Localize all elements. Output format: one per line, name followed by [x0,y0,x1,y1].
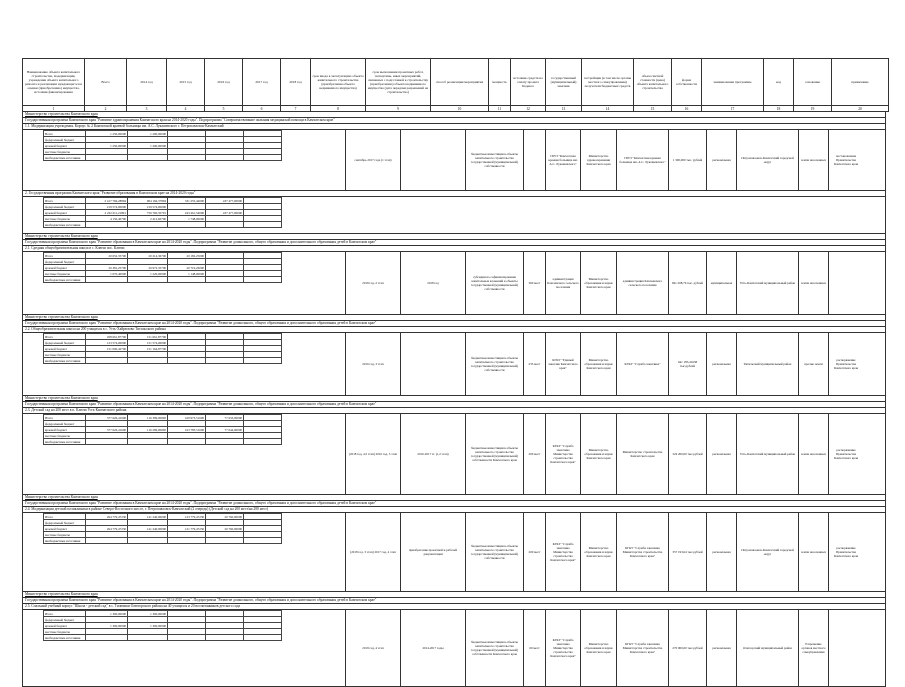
table-section [22,112,886,191]
detail-cell: (2018 год, 4,5 этап) 2016 год, 3 этап [345,414,400,494]
funding-cell: краевой бюджет [44,623,86,629]
detail-cell: Олюторский муниципальный район [736,610,798,686]
detail-cell: КГКУ "Служба заказчика Министерства строительства Камчатского края" [545,414,580,494]
detail-cell: региональная [706,333,736,395]
funding-cell: 1 200,00000 [128,131,168,137]
column-header: 2018 год [281,59,311,106]
funding-cell [128,538,168,544]
funding-cell: федеральный бюджет [44,137,86,143]
funding-cell [128,277,168,283]
detail-cell [400,130,465,190]
funding-cell: Итого [44,415,86,421]
column-header: основание [794,59,832,106]
funding-cell: федеральный бюджет [44,520,86,526]
funding-cell: 77 633,00000 [206,415,244,421]
funding-cell: 20 972,35700 [128,265,168,271]
column-header: способ реализации мероприятия [431,59,489,106]
detail-cell: 2014-2017 годы [400,610,465,686]
funding-cell [128,222,168,228]
section-item: 2.2. Общеобразовательная школа на 200 учащихся в с. Усть-Хайрюзово Тигильского района [23,327,885,333]
detail-cell: 357 193,64 тыс.рублей [668,513,706,591]
section-program: Государственная программа Камчатского края "Развитие здравоохранения Камчатского края на 2014-2020 годы". Подпрограмма "Совершенствование оказания медицинской помощи в Камчатском крае" [23,118,885,124]
funding-row [44,358,282,364]
funding-cell: местные бюджеты [44,149,86,155]
funding-cell: Итого [44,334,86,340]
column-number: 12 [511,106,546,112]
funding-cell [128,358,168,364]
funding-cell: 20 214,36700 [128,253,168,259]
funding-cell [168,277,206,283]
detail-cell [400,333,465,395]
detail-cell: 235 мест [523,333,545,395]
column-header: объем сметной стоимости (цена) объекта капитального строительства [634,59,672,106]
funding-cell [168,358,206,364]
detail-cell: субсидии на софинансирование капитальных вложений в объекты государственной (муниципальной) собственности [465,252,523,314]
funding-cell: 20 652,35700 [86,253,128,259]
funding-cell: федеральный бюджет [44,204,86,210]
funding-cell: 243 461,54000 [168,210,206,216]
funding-cell: 151 164,87700 [128,346,168,352]
detail-cell: КГКУ "Служба заказчика Министерства строительства Камчатского края" [545,610,580,686]
funding-cell: 151 000,42700 [86,346,128,352]
detail-cell: 360 мест [523,252,545,314]
funding-cell: краевой бюджет [44,210,86,216]
column-number: 3 [127,106,167,112]
funding-cell: 2 417 766,28894 [86,198,128,204]
section-item: 1.1. Модернизация учреждения. Корпус № 2 Камчатской краевой больницы им. А.С. Лукашевского г. Петропавловск-Камчатский [23,124,885,130]
funding-cell: местные бюджеты [44,216,86,222]
detail-cell: 2016 год, 3 этап [345,333,400,395]
detail-cell: 1 300,000 тыс. рублей [668,130,706,190]
detail-cell [828,252,863,314]
detail-cell: земли населенных [798,252,828,314]
section-ministry: Министерство строительства Камчатского края [23,315,885,321]
section-program: Государственная программа Камчатского края "Развитие образования в Камчатском крае на 2014-2020 годы". Подпрограмма "Развитие дошкольного, общего образования и дополнительного образования детей в Камчатском крае" [23,321,885,327]
column-number: 16 [672,106,702,112]
funding-row [44,538,282,544]
funding-cell: Всего [44,131,86,137]
table-section [22,315,886,396]
funding-cell: 904 166,37894 [128,198,168,204]
funding-table [43,197,282,228]
detail-cell: Министерство образования и науки Камчатского края [580,414,616,494]
detail-cell: земли населенных [798,130,828,190]
section-ministry: Министерство строительства Камчатского края [23,112,885,118]
funding-cell: внебюджетные источники [44,538,86,544]
column-number: 9 [366,106,431,112]
funding-cell [168,439,206,445]
funding-cell: Итого [44,611,86,617]
table-section [22,191,886,234]
funding-cell: 1 250,00000 [86,131,128,137]
funding-cell: местные бюджеты [44,532,86,538]
detail-cell: прочие земли [798,333,828,395]
funding-cell [86,358,128,364]
funding-cell: 331 255,44000 [168,198,206,204]
funding-cell: 20 760,00000 [206,526,244,532]
funding-cell: 141 240,00000 [128,526,168,532]
detail-cell: земли населенных [798,414,828,494]
funding-cell: местные бюджеты [44,629,86,635]
document-page [22,58,884,687]
funding-row [44,439,282,445]
funding-cell [244,439,282,445]
funding-cell [168,155,206,161]
detail-cell: 691 208,76 тыс. рублей [668,252,706,314]
funding-cell: 141 240,00000 [128,514,168,520]
detail-cell: КГКУ "Служба заказчика" [616,333,668,395]
funding-cell: 151 574,00000 [128,340,168,346]
funding-cell: 1 220,00000 [128,271,168,277]
column-number: 1 [23,106,85,112]
funding-cell: федеральный бюджет [44,259,86,265]
funding-cell [206,155,244,161]
funding-cell: Итого [44,514,86,520]
column-number: 17 [702,106,764,112]
column-number: 13 [546,106,582,112]
funding-table [43,513,282,544]
column-number: 4 [167,106,205,112]
section-program: Государственная программа Камчатского края "Развитие образования в Камчатском крае на 2014-2020 годы". Подпрограмма "Развитие дошкольного, общего образования и дополнительного образования детей в Камчатском крае" [23,402,885,408]
funding-cell: Итого [44,198,86,204]
funding-cell [206,277,244,283]
funding-cell [244,222,282,228]
funding-cell: внебюджетные источники [44,222,86,228]
detail-cell: Министерство образования и науки Камчатского края [580,333,616,395]
funding-cell: внебюджетные источники [44,358,86,364]
funding-cell: 1 200,00000 [128,143,168,149]
column-number: 18 [764,106,794,112]
table-row [23,130,885,191]
section-ministry: Министерство строительства Камчатского края [23,396,885,402]
funding-cell: краевой бюджет [44,143,86,149]
funding-cell: 2 412,60700 [128,216,168,222]
column-number: 7 [281,106,311,112]
funding-cell: 437 477,00000 [206,210,244,216]
column-header: Наименование объекта капитального строительства, модернизации, учреждения объекта капитального ремонта и реализации нуждающегося в оценки (приобретению) имущества, источник финансирования [23,59,85,106]
funding-cell [86,222,128,228]
detail-cell: региональная [706,130,736,190]
funding-cell: 116 299,00000 [128,427,168,433]
funding-cell [244,155,282,161]
detail-cell: Министерство строительства Камчатского края [616,414,668,494]
funding-cell: 20 719,26000 [168,265,206,271]
detail-cell: ГБУЗ "Камчатская краевая больница им. А.С. Лукашевского" [545,130,580,190]
funding-cell: местные бюджеты [44,271,86,277]
column-header: наименование программы [702,59,764,106]
funding-cell: 268 661,87700 [86,334,128,340]
funding-cell: 1 148,00000 [168,271,206,277]
funding-cell: 264 779,47230 [86,514,128,520]
funding-cell: 1 250,00000 [86,143,128,149]
detail-cell: Усть-Камчатский муниципальный район [736,252,798,314]
detail-cell: КГКУ "Служба заказчика Министерства строительства Камчатского края" [545,513,580,591]
funding-table [43,130,282,161]
detail-cell: земли населенных [798,513,828,591]
funding-cell: 20 381,25700 [86,265,128,271]
funding-cell: 377 626,41600 [86,415,128,421]
funding-cell: 20 182,25000 [168,253,206,259]
funding-cell [168,222,206,228]
detail-cell: КГКУ "Единый заказчик Камчатского края" [545,333,580,395]
funding-cell: 4 150,40700 [86,216,128,222]
funding-cell: 264 779,47230 [86,526,128,532]
column-header: 2016 год [205,59,243,106]
detail-cell: региональная [706,414,736,494]
funding-cell [128,155,168,161]
detail-cell: 60 мест [523,610,545,686]
funding-cell [206,358,244,364]
section-program: Государственная программа Камчатского края "Развитие образования в Камчатском крае на 2014-2020 годы". Подпрограмма "Развитие дошкольного, общего образования и дополнительного образования детей в Камчатском крае" [23,598,885,604]
funding-cell: краевой бюджет [44,427,86,433]
detail-cell: Министерство образования и науки Камчатского края [580,513,616,591]
detail-cell: Министерство образования и науки Камчатского края [580,610,616,686]
table-row [23,197,885,234]
funding-table [43,252,282,283]
column-number: 5 [205,106,243,112]
section-item: 2.5. Спальный учебный корпус "Школа - детский сад" в с. Тиличики Олюторского района на 40 учащихся и 20 воспитанников детского сада [23,604,885,610]
detail-cell: Тигильский муниципальный район [736,333,798,395]
detail-cell: 270 000,00 тыс.рублей [668,610,706,686]
detail-cell: региональная [706,513,736,591]
funding-cell: краевой бюджет [44,526,86,532]
detail-cell [523,130,545,190]
funding-cell [244,538,282,544]
detail-cell: ГБУЗ "Камчатская краевая больница им. А.С. Лукашевского" [616,130,668,190]
column-header: 2014 год [127,59,167,106]
column-header: срок ввода в эксплуатацию объекта капитального строительства (приобретения объекта недвижимого имущества) [311,59,366,106]
column-header: Всего [85,59,127,106]
detail-cell: 2018 год, 2 этап [345,252,400,314]
funding-cell: 20 760,00000 [206,514,244,520]
table-section [22,495,886,592]
detail-cell: бюджетные инвестиции в объекты капитального строительства государственной (муниципальной) собственности Камчатского края [465,414,523,494]
table-row [23,513,885,592]
table-row [23,610,885,687]
column-number: 2 [85,106,127,112]
funding-cell: внебюджетные источники [44,277,86,283]
funding-cell: Итого [44,253,86,259]
funding-cell [86,277,128,283]
column-number: 6 [243,106,281,112]
funding-cell: внебюджетные источники [44,439,86,445]
funding-cell [86,439,128,445]
detail-cell: КГКУ "Служба заказчика Министерства строительства Камчатского края" [616,610,668,686]
detail-cell: КГКУ "Служба заказчика Министерства строительства Камчатского края" [616,513,668,591]
funding-cell: местные бюджеты [44,433,86,439]
detail-cell: распоряжение Правительства Камчатского края [828,414,863,494]
section-program: Государственная программа Камчатского края "Развитие образования в Камчатском крае на 2014-2020 годы". Подпрограмма "Развитие дошкольного, общего образования и дополнительного образования детей в Камчатском крае" [23,240,885,246]
detail-cell [828,610,863,686]
detail-cell: сентябрь 2017 года (1 этап) [345,130,400,190]
section-ministry: Министерство строительства Камчатского края [23,495,885,501]
detail-cell: администрация Ключевского сельского поселения [616,252,668,314]
funding-cell: федеральный бюджет [44,340,86,346]
funding-cell: 2 222 011,21891 [86,210,128,216]
column-number: 14 [582,106,634,112]
detail-cell: 2016-2017 гг. (1,2 этап) [400,414,465,494]
column-number: 20 [832,106,889,112]
funding-cell: 1 300,00000 [86,611,128,617]
column-header: 2015 год [167,59,205,106]
detail-cell: 200 мест [523,414,545,494]
funding-cell: внебюджетные источники [44,635,86,641]
detail-cell: бюджетные инвестиции в объекты капитального строительства государственной (муниципальной) собственности Камчатского края [465,610,523,686]
detail-cell: 2018 год [400,252,465,314]
funding-table [43,610,282,641]
detail-cell: 641 183,41638 тыс.рублей [668,333,706,395]
funding-cell: 151 661,87700 [128,334,168,340]
section-program: 2. Государственная программа Камчатского края "Развитие образования в Камчатском крае на 2014-2020 годы" [23,191,885,197]
funding-cell [168,538,206,544]
column-number: 19 [794,106,832,112]
detail-cell: 324 200,00 тыс.рублей [668,414,706,494]
column-header: код [764,59,794,106]
funding-cell: 1 300,00000 [128,611,168,617]
detail-cell: Петропавловск-Камчатский городской округ [736,130,798,190]
column-number: 15 [634,106,672,112]
funding-cell [86,538,128,544]
funding-cell [86,155,128,161]
detail-cell: 200 мест [523,513,545,591]
section-ministry: Министерство строительства Камчатского края [23,234,885,240]
column-header: форма собственности [672,59,702,106]
funding-cell: краевой бюджет [44,346,86,352]
funding-cell: 169 973,51600 [168,415,206,421]
funding-cell: 219 574,00000 [86,204,128,210]
funding-cell: 123 779,47230 [168,514,206,520]
funding-row [44,222,282,228]
table-row [23,252,885,315]
table-section [22,396,886,495]
detail-cell: Министерство образования и науки Камчатского края [580,252,616,314]
detail-cell: бюджетные инвестиции в объекты капитального строительства государственной (муниципальной) собственности [465,513,523,591]
funding-cell [206,538,244,544]
section-ministry: Министерство строительства Камчатского края [23,592,885,598]
funding-cell: 437 477,00000 [206,198,244,204]
funding-cell: краевой бюджет [44,265,86,271]
detail-cell: Петропавловск-Камчатский городской округ [736,513,798,591]
funding-cell: федеральный бюджет [44,617,86,623]
funding-cell: 1 300,00000 [128,623,168,629]
funding-cell: местные бюджеты [44,352,86,358]
column-header: источник средств на оплату проекта Кодекса [511,59,546,106]
detail-cell: Министерство здравоохранения Камчатского края [580,130,616,190]
funding-cell [128,439,168,445]
funding-table [43,414,282,445]
column-number: 8 [311,106,366,112]
funding-cell: 377 626,41600 [86,427,128,433]
funding-cell [244,277,282,283]
funding-row [44,277,282,283]
detail-cell: постановление Правительства Камчатского края [828,130,863,190]
detail-cell: распоряжение Правительства Камчатского края [828,513,863,591]
funding-cell: 1 748,00000 [168,216,206,222]
table-header [22,58,889,112]
section-item: 2.1. Средняя общеобразовательная школа в с. Ключи пос. Ключи [23,246,885,252]
table-row [23,414,885,495]
detail-cell: Разрешение органов местного самоуправления [798,610,828,686]
column-header: 2017 год [243,59,281,106]
funding-cell: 163 783,51600 [168,427,206,433]
table-section [22,234,886,315]
detail-cell: бюджетные инвестиции в объекты капитального строительства государственной (муниципальной) собственности [465,130,523,190]
column-header: мощность [489,59,511,106]
funding-cell: внебюджетные источники [44,155,86,161]
column-number: 10 [431,106,489,112]
column-header: срок выполнения проектных работ, экспертизы, иных мероприятий, связанных с подготовкой к строительству (приобретению) объекта недвижимого имущества (дата передачи разрешений на строительство) [366,59,431,106]
funding-cell: 219 574,00000 [128,204,168,210]
section-item: 2.4. Модернизация детской поликлиники в районе Северо-Восточного шоссе, г. Петропавловск-Камчатский (2 очередь) (Детский сад на 200 мест/на 280 мест) [23,507,885,513]
table-body [22,112,884,687]
column-header: застройщик (в том числе органы местного самоуправления) получателя бюджетных средств [582,59,634,106]
funding-cell: 116 399,00000 [128,415,168,421]
funding-cell: 1 070,40000 [86,271,128,277]
detail-cell: администрация Ключевского сельского поселения [545,252,580,314]
detail-cell: региональная [706,610,736,686]
funding-cell: 123 574,00000 [86,340,128,346]
funding-cell: 77 644,00000 [206,427,244,433]
funding-cell: 1 300,00000 [86,623,128,629]
funding-table [43,333,282,364]
funding-row [44,155,282,161]
funding-cell: 121 779,47230 [168,526,206,532]
column-header: государственный (муниципальный) заказчик [546,59,582,106]
detail-cell: (2018 год, 3 этап) 2017 год, 4 этап [345,513,400,591]
detail-cell: приобретение проектной и рабочей документации [400,513,465,591]
detail-cell: бюджетные инвестиции в объекты капитального строительства государственной (муниципальной) собственности [465,333,523,395]
column-number: 11 [489,106,511,112]
funding-cell: 756 760,35791 [128,210,168,216]
detail-cell: муниципальная [706,252,736,314]
funding-cell: федеральный бюджет [44,421,86,427]
funding-cell [244,358,282,364]
detail-cell: Усть-Камчатский муниципальный район [736,414,798,494]
section-item: 2.3. Детский сад на 200 мест в п. Ключи Усть-Камчатского района [23,408,885,414]
table-row [23,333,885,396]
detail-cell: 2019 год, 4 этап [345,610,400,686]
funding-cell [206,439,244,445]
section-program: Государственная программа Камчатского края "Развитие образования в Камчатском крае на 2014-2020 годы". Подпрограмма "Развитие дошкольного, общего образования и дополнительного образования детей в Камчатском крае" [23,501,885,507]
detail-cell: распоряжение Правительства Камчатского края [828,333,863,395]
column-header: примечание [832,59,889,106]
funding-cell [206,222,244,228]
